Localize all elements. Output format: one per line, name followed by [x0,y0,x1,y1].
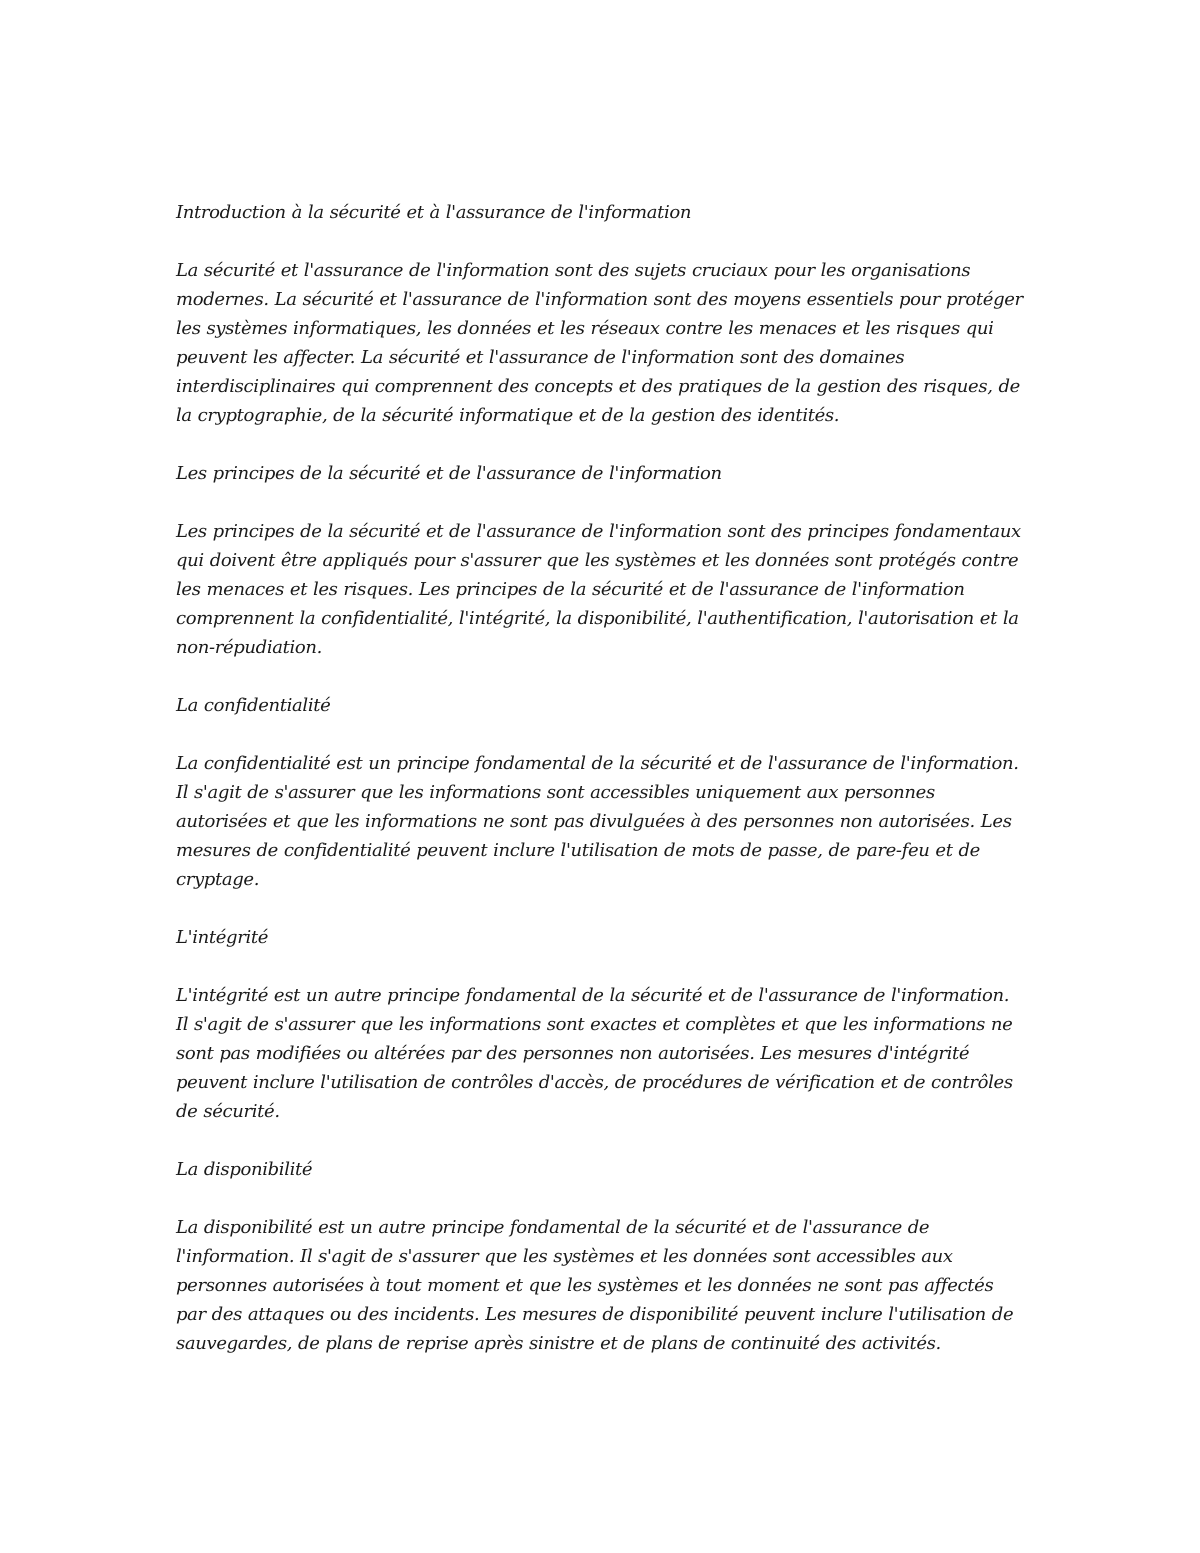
section-heading-principles: Les principes de la sécurité et de l'assurance de l'information [176,463,722,484]
paragraph-integrity: L'intégrité est un autre principe fondamental de la sécurité et de l'assurance de l'information. Il s'agit de s'assurer que les informations sont exactes et complètes et que les informations ne sont pas modifiées ou altérées par des personnes non autorisées. Les mesures d'intégrité peuvent inclure l'utilisation de contrôles d'accès, de procédures de vérification et de contrôles de sécurité. [176,985,1013,1122]
document-page [176,198,1026,1387]
paragraph-availability: La disponibilité est un autre principe fondamental de la sécurité et de l'assurance de l'information. Il s'agit de s'assurer que les systèmes et les données sont accessibles aux personnes autorisées à tout moment et que les systèmes et les données ne sont pas affectés par des attaques ou des incidents. Les mesures de disponibilité peuvent inclure l'utilisation de sauvegardes, de plans de reprise après sinistre et de plans de continuité des activités. [176,1217,1014,1354]
paragraph-principles: Les principes de la sécurité et de l'assurance de l'information sont des principes fondamentaux qui doivent être appliqués pour s'assurer que les systèmes et les données sont protégés contre les menaces et les risques. Les principes de la sécurité et de l'assurance de l'information comprennent la confidentialité, l'intégrité, la disponibilité, l'authentification, l'autorisation et la non-répudiation. [176,521,1021,658]
section-heading-introduction: Introduction à la sécurité et à l'assurance de l'information [176,202,692,223]
section-heading-availability: La disponibilité [176,1159,313,1180]
section-heading-confidentiality: La confidentialité [176,695,331,716]
paragraph-confidentiality: La confidentialité est un principe fondamental de la sécurité et de l'assurance de l'information. Il s'agit de s'assurer que les informations sont accessibles uniquement aux personnes autorisées et que les informations ne sont pas divulguées à des personnes non autorisées. Les mesures de confidentialité peuvent inclure l'utilisation de mots de passe, de pare-feu et de cryptage. [176,753,1019,890]
section-heading-integrity: L'intégrité [176,927,269,948]
paragraph-introduction: La sécurité et l'assurance de l'information sont des sujets cruciaux pour les organisations modernes. La sécurité et l'assurance de l'information sont des moyens essentiels pour protéger les systèmes informatiques, les données et les réseaux contre les menaces et les risques qui peuvent les affecter. La sécurité et l'assurance de l'information sont des domaines interdisciplinaires qui comprennent des concepts et des pratiques de la gestion des risques, de la cryptographie, de la sécurité informatique et de la gestion des identités. [176,260,1023,426]
